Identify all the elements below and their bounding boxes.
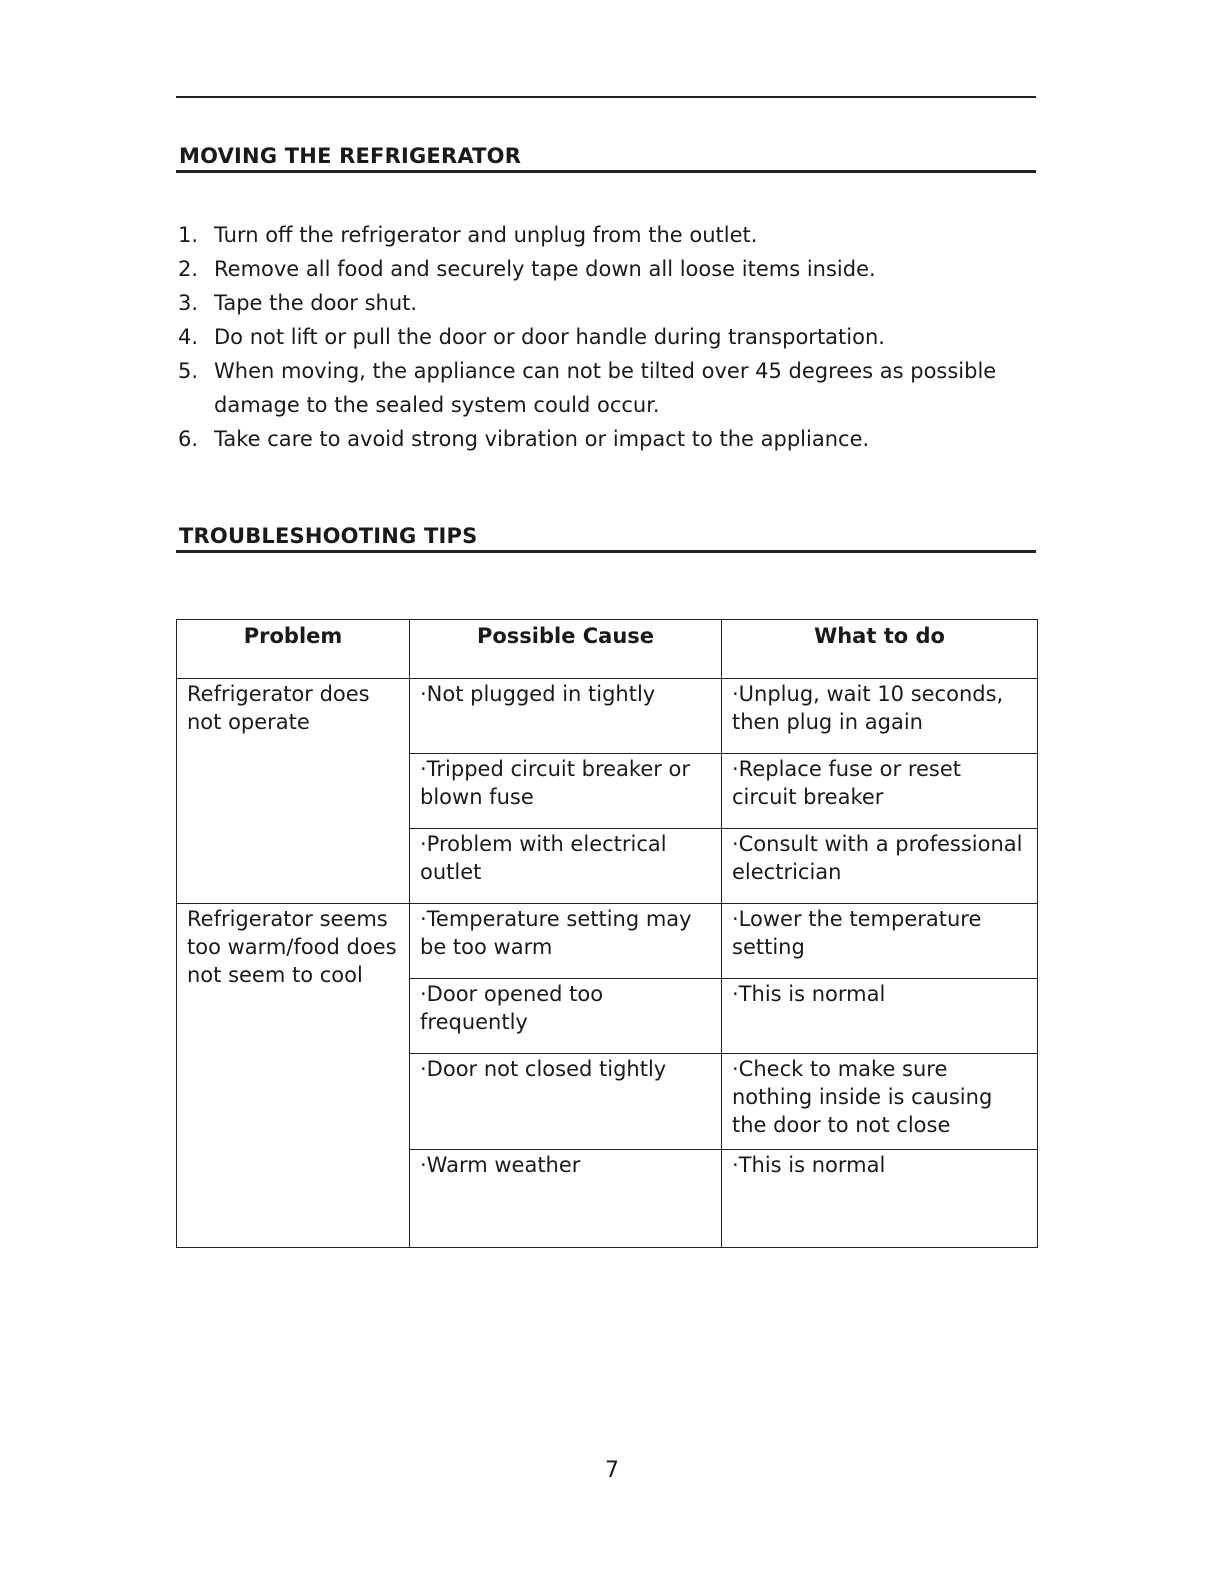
cause-cell: ·Warm weather bbox=[410, 1150, 722, 1248]
moving-step bbox=[178, 320, 1018, 354]
moving-step bbox=[178, 218, 1018, 252]
cause-cell: ·Temperature setting may be too warm bbox=[410, 904, 722, 979]
table-header-row bbox=[177, 620, 1038, 679]
action-cell: ·This is normal bbox=[722, 979, 1038, 1054]
step-number: 2. bbox=[178, 257, 199, 281]
action-cell: ·This is normal bbox=[722, 1150, 1038, 1248]
moving-step bbox=[178, 252, 1018, 286]
cause-cell: ·Problem with electrical outlet bbox=[410, 829, 722, 904]
step-text: Do not lift or pull the door or door handle during transportation. bbox=[214, 325, 885, 349]
action-cell: ·Lower the temperature setting bbox=[722, 904, 1038, 979]
action-cell: ·Replace fuse or reset circuit breaker bbox=[722, 754, 1038, 829]
moving-section-heading: MOVING THE REFRIGERATOR bbox=[176, 144, 1036, 173]
header-problem: Problem bbox=[177, 620, 410, 679]
cause-cell: ·Door not closed tightly bbox=[410, 1054, 722, 1150]
table-row bbox=[177, 679, 1038, 754]
cause-cell: ·Tripped circuit breaker or blown fuse bbox=[410, 754, 722, 829]
cause-cell: ·Door opened too frequently bbox=[410, 979, 722, 1054]
action-cell: ·Check to make sure nothing inside is causing the door to not close bbox=[722, 1054, 1038, 1150]
header-possible-cause: Possible Cause bbox=[410, 620, 722, 679]
header-what-to-do: What to do bbox=[722, 620, 1038, 679]
troubleshooting-table bbox=[176, 619, 1038, 1248]
step-number: 6. bbox=[178, 427, 199, 451]
step-number: 5. bbox=[178, 359, 199, 383]
page-number: 7 bbox=[605, 1458, 619, 1483]
step-text: Remove all food and securely tape down all loose items inside. bbox=[214, 257, 876, 281]
problem-cell: Refrigerator seems too warm/food does not seem to cool bbox=[177, 904, 410, 1248]
step-text: Turn off the refrigerator and unplug from the outlet. bbox=[214, 223, 758, 247]
table-row bbox=[177, 904, 1038, 979]
top-rule bbox=[176, 96, 1036, 98]
step-number: 1. bbox=[178, 223, 199, 247]
action-cell: ·Consult with a professional electrician bbox=[722, 829, 1038, 904]
step-number: 4. bbox=[178, 325, 199, 349]
step-text: Tape the door shut. bbox=[214, 291, 418, 315]
action-cell: ·Unplug, wait 10 seconds, then plug in again bbox=[722, 679, 1038, 754]
step-number: 3. bbox=[178, 291, 199, 315]
troubleshooting-section-heading: TROUBLESHOOTING TIPS bbox=[176, 524, 1036, 553]
step-text: Take care to avoid strong vibration or impact to the appliance. bbox=[214, 427, 870, 451]
moving-step bbox=[178, 286, 1018, 320]
cause-cell: ·Not plugged in tightly bbox=[410, 679, 722, 754]
moving-steps-list bbox=[178, 218, 1018, 456]
moving-step bbox=[178, 354, 1018, 422]
moving-step bbox=[178, 422, 1018, 456]
problem-cell: Refrigerator does not operate bbox=[177, 679, 410, 904]
step-text: When moving, the appliance can not be tilted over 45 degrees as possible damage to the sealed system could occur. bbox=[214, 359, 997, 417]
